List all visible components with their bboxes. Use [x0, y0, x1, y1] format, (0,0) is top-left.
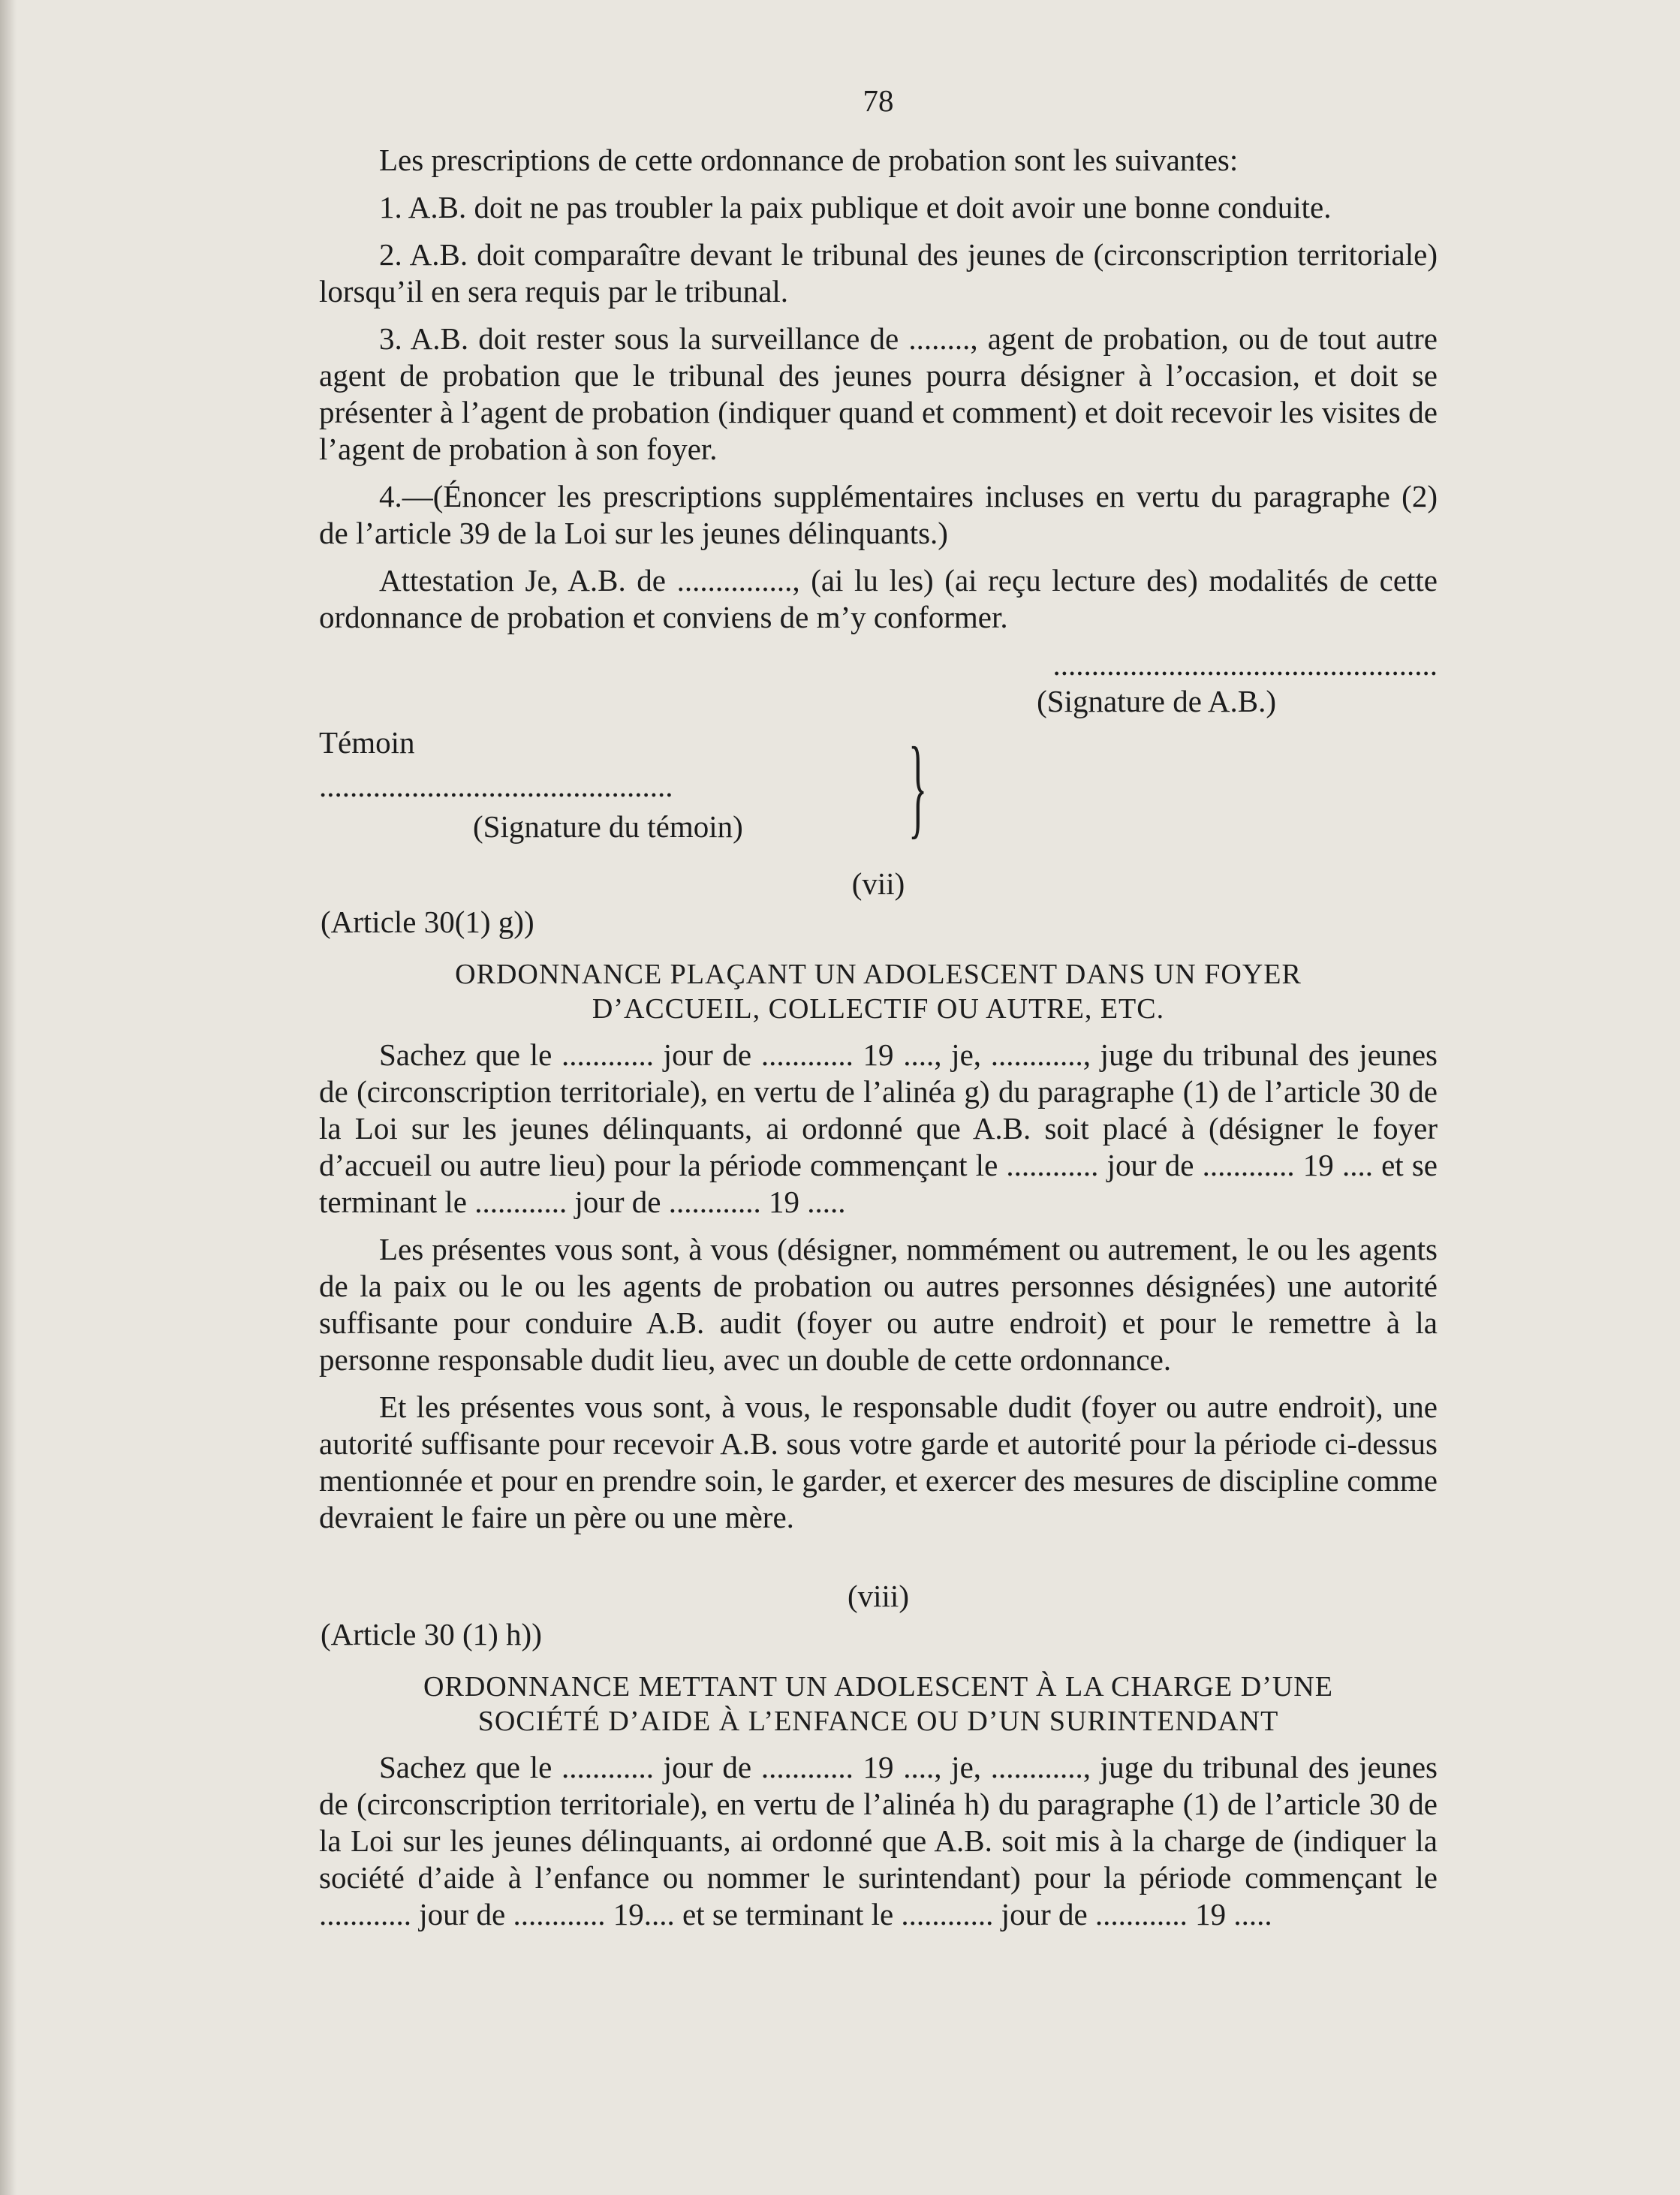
attestation-paragraph: Attestation Je, A.B. de ..............., (ai lu les) (ai reçu lecture des) modalités de cette ordonnance de probation et conviens de m’y conformer.	[319, 563, 1438, 634]
section-heading-viii-line-2: SOCIÉTÉ D’AIDE À L’ENFANCE OU D’UN SURINTENDANT	[477, 1706, 1279, 1737]
article-reference-vii: (Article 30(1) g))	[321, 905, 534, 939]
intro-paragraph: Les prescriptions de cette ordonnance de probation sont les suivantes:	[379, 143, 1239, 177]
witness-signature-line: ..............................................	[319, 769, 673, 803]
prescription-item-2: 2. A.B. doit comparaître devant le tribunal des jeunes de (circonscription territoriale) lorsqu’il en sera requis par le tribunal.	[319, 237, 1438, 309]
page-edge-shadow	[0, 0, 17, 2195]
page-number: 78	[863, 83, 894, 118]
section-vii-paragraph-3: Et les présentes vous sont, à vous, le responsable dudit (foyer ou autre endroit), une autorité suffisante pour recevoir A.B. sous votre garde et autorité pour la période ci-dessus mentionnée et pour en prendre soin, le garder, et exercer des mesures de discipline comme devraient le faire un père ou une mère.	[319, 1390, 1438, 1534]
section-number-viii: (viii)	[848, 1579, 909, 1613]
prescription-item-1: 1. A.B. doit ne pas troubler la paix publique et doit avoir une bonne conduite.	[379, 190, 1332, 224]
signature-caption: (Signature de A.B.)	[1037, 684, 1276, 718]
section-number-vii: (vii)	[851, 866, 905, 901]
section-heading-vii-line-2: D’ACCUEIL, COLLECTIF OU AUTRE, ETC.	[592, 993, 1165, 1025]
brace-icon: }	[908, 724, 928, 849]
witness-label: Témoin	[319, 725, 415, 760]
prescription-item-3: 3. A.B. doit rester sous la surveillance de ........, agent de probation, ou de tout autre agent de probation que le tribunal des jeunes pourra désigner à l’occasion, et doit se présenter à l’agent de probation (indiquer quand et comment) et doit recevoir les visites de l’agent de probation à son foyer.	[319, 321, 1438, 466]
section-vii-paragraph-1: Sachez que le ............ jour de ............ 19 ...., je, ............, juge du tribunal des jeunes de (circonscription territoriale), en vertu de l’alinéa g) du paragraphe (1) de l’article 30 de la Loi sur les jeunes délinquants, ai ordonné que A.B. soit placé à (désigner le foyer d’accueil ou autre lieu) pour la période commençant le ............ jour de ............ 19 .... et se terminant le ............ jour de ............ 19 .....	[319, 1037, 1438, 1219]
section-heading-vii-line-1: ORDONNANCE PLAÇANT UN ADOLESCENT DANS UN FOYER	[455, 959, 1302, 990]
prescription-item-4: 4.—(Énoncer les prescriptions supplémentaires incluses en vertu du paragraphe (2) de l’article 39 de la Loi sur les jeunes délinquants.)	[319, 479, 1438, 550]
witness-caption: (Signature du témoin)	[473, 809, 743, 844]
witness-block	[319, 724, 1438, 852]
article-reference-viii: (Article 30 (1) h))	[321, 1617, 542, 1652]
section-heading-viii-line-1: ORDONNANCE METTANT UN ADOLESCENT À LA CHARGE D’UNE	[423, 1671, 1333, 1703]
section-vii-paragraph-2: Les présentes vous sont, à vous (désigner, nommément ou autrement, le ou les agents de la paix ou le ou les agents de probation ou autres personnes désignées) une autorité suffisante pour conduire A.B. audit (foyer ou autre endroit) et pour le remettre à la personne responsable dudit lieu, avec un double de cette ordonnance.	[319, 1232, 1438, 1377]
signature-line: ..................................................	[1052, 647, 1438, 682]
document-page	[319, 83, 1438, 1944]
section-viii-paragraph-1: Sachez que le ............ jour de ............ 19 ...., je, ............, juge du tribunal des jeunes de (circonscription territoriale), en vertu de l’alinéa h) du paragraphe (1) de l’article 30 de la Loi sur les jeunes délinquants, ai ordonné que A.B. soit mis à la charge de (indiquer la société d’aide à l’enfance ou nommer le surintendant) pour la période commençant le ............ jour de ............ 19.... et se terminant le ............ jour de ............ 19 .....	[319, 1750, 1438, 1932]
